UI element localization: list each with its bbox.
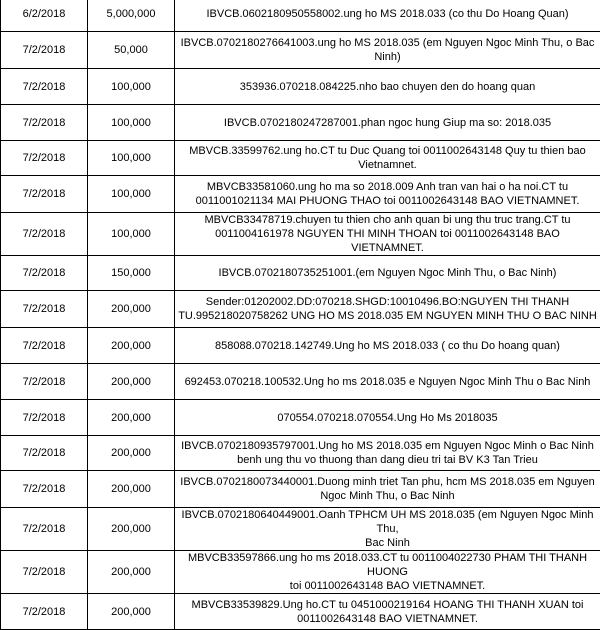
description-cell — [175, 471, 600, 508]
description-cell — [175, 69, 600, 105]
amount-cell: 200,000 — [88, 328, 175, 364]
description-line: Sender:01202002.DD:070218.SHGD:10010496.BO:NGUYEN THI THANH — [178, 295, 597, 309]
description-cell — [175, 400, 600, 436]
date-cell: 7/2/2018 — [1, 436, 88, 471]
date-cell: 7/2/2018 — [1, 105, 88, 141]
description-cell — [175, 551, 600, 594]
table-row — [1, 364, 600, 400]
date-cell: 7/2/2018 — [1, 471, 88, 508]
description-cell — [175, 291, 600, 328]
table-row — [1, 256, 600, 291]
amount-cell: 200,000 — [88, 594, 175, 630]
description-cell — [175, 213, 600, 256]
amount-cell: 100,000 — [88, 141, 175, 176]
amount-cell: 200,000 — [88, 508, 175, 551]
table-row — [1, 328, 600, 364]
date-cell: 7/2/2018 — [1, 594, 88, 630]
description-line: 858088.070218.142749.Ung ho MS 2018.033 ( co thu Do hoang quan) — [178, 339, 597, 353]
date-cell: 7/2/2018 — [1, 551, 88, 594]
table-row — [1, 213, 600, 256]
date-cell: 7/2/2018 — [1, 256, 88, 291]
amount-cell: 200,000 — [88, 364, 175, 400]
amount-cell: 200,000 — [88, 436, 175, 471]
description-line: 353936.070218.084225.nho bao chuyen den do hoang quan — [178, 80, 597, 94]
description-line: Bac Ninh — [178, 536, 597, 550]
amount-cell: 100,000 — [88, 213, 175, 256]
description-cell — [175, 105, 600, 141]
description-cell — [175, 141, 600, 176]
description-line: MBVCB.33599762.ung ho.CT tu Duc Quang toi 0011002643148 Quy tu thien bao — [178, 144, 597, 158]
date-cell: 7/2/2018 — [1, 69, 88, 105]
amount-cell: 150,000 — [88, 256, 175, 291]
description-cell — [175, 32, 600, 69]
amount-cell: 200,000 — [88, 551, 175, 594]
table-row — [1, 291, 600, 328]
table-row — [1, 0, 600, 32]
description-line: TU.995218020758262 UNG HO MS 2018.035 EM NGUYEN MINH THU O BAC NINH — [178, 309, 597, 323]
table-row — [1, 69, 600, 105]
table-row — [1, 176, 600, 213]
description-line: 692453.070218.100532.Ung ho ms 2018.035 e Nguyen Ngoc Minh Thu o Bac Ninh — [178, 375, 597, 389]
date-cell: 7/2/2018 — [1, 400, 88, 436]
description-line: toi 0011002643148 BAO VIETNAMNET. — [178, 579, 597, 593]
description-line: MBVCB33478719.chuyen tu thien cho anh quan bi ung thu truc trang.CT tu — [178, 213, 597, 227]
amount-cell: 200,000 — [88, 471, 175, 508]
table-row — [1, 551, 600, 594]
description-cell — [175, 364, 600, 400]
description-line: IBVCB.0702180640449001.Oanh TPHCM UH MS 2018.035 (em Nguyen Ngoc Minh Thu, — [178, 508, 597, 536]
amount-cell: 200,000 — [88, 291, 175, 328]
table-row — [1, 400, 600, 436]
description-line: Ninh) — [178, 50, 597, 64]
amount-cell: 100,000 — [88, 105, 175, 141]
description-line: IBVCB.0702180276641003.ung ho MS 2018.035 (em Nguyen Ngoc Minh Thu, o Bac — [178, 36, 597, 50]
description-line: 070554.070218.070554.Ung Ho Ms 2018035 — [178, 411, 597, 425]
date-cell: 7/2/2018 — [1, 364, 88, 400]
date-cell: 7/2/2018 — [1, 508, 88, 551]
table-row — [1, 471, 600, 508]
description-line: 0011002643148 BAO VIETNAMNET. — [178, 612, 597, 626]
description-line: Vietnamnet. — [178, 158, 597, 172]
description-line: IBVCB.0702180247287001.phan ngoc hung Giup ma so: 2018.035 — [178, 116, 597, 130]
description-cell — [175, 0, 600, 32]
date-cell: 6/2/2018 — [1, 0, 88, 32]
description-cell — [175, 436, 600, 471]
amount-cell: 5,000,000 — [88, 0, 175, 32]
description-cell — [175, 256, 600, 291]
description-line: IBVCB.0702180073440001.Duong minh triet Tan phu, hcm MS 2018.035 em Nguyen — [178, 475, 597, 489]
description-line: IBVCB.0702180935797001.Ung ho MS 2018.035 em Nguyen Ngoc Minh o Bac Ninh — [178, 439, 597, 453]
table-row — [1, 436, 600, 471]
description-line: MBVCB33539829.Ung ho.CT tu 0451000219164 HOANG THI THANH XUAN toi — [178, 598, 597, 612]
description-line: Ngoc Minh Thu, o Bac Ninh — [178, 489, 597, 503]
table-row — [1, 141, 600, 176]
amount-cell: 200,000 — [88, 400, 175, 436]
amount-cell: 100,000 — [88, 69, 175, 105]
description-line: benh ung thu vo thuong than dang dieu tri tai BV K3 Tan Trieu — [178, 453, 597, 467]
date-cell: 7/2/2018 — [1, 291, 88, 328]
table-row — [1, 32, 600, 69]
amount-cell: 100,000 — [88, 176, 175, 213]
date-cell: 7/2/2018 — [1, 141, 88, 176]
description-cell — [175, 176, 600, 213]
description-line: IBVCB.0702180735251001.(em Nguyen Ngoc Minh Thu, o Bac Ninh) — [178, 266, 597, 280]
date-cell: 7/2/2018 — [1, 176, 88, 213]
description-line: 0011001021134 MAI PHUONG THAO toi 0011002643148 BAO VIETNAMNET. — [178, 194, 597, 208]
table-row — [1, 508, 600, 551]
date-cell: 7/2/2018 — [1, 213, 88, 256]
table-row — [1, 594, 600, 630]
date-cell: 7/2/2018 — [1, 32, 88, 69]
description-line: 0011004161978 NGUYEN THI MINH THOAN toi 0011002643148 BAO VIETNAMNET. — [178, 227, 597, 255]
description-cell — [175, 508, 600, 551]
description-cell — [175, 328, 600, 364]
description-cell — [175, 594, 600, 630]
amount-cell: 50,000 — [88, 32, 175, 69]
date-cell: 7/2/2018 — [1, 328, 88, 364]
description-line: MBVCB33581060.ung ho ma so 2018.009 Anh tran van hai o ha noi.CT tu — [178, 180, 597, 194]
description-line: IBVCB.0602180950558002.ung ho MS 2018.033 (co thu Do Hoang Quan) — [178, 7, 597, 21]
table-row — [1, 105, 600, 141]
description-line: MBVCB33597866.ung ho ms 2018.033.CT tu 0011004022730 PHAM THI THANH HUONG — [178, 551, 597, 579]
